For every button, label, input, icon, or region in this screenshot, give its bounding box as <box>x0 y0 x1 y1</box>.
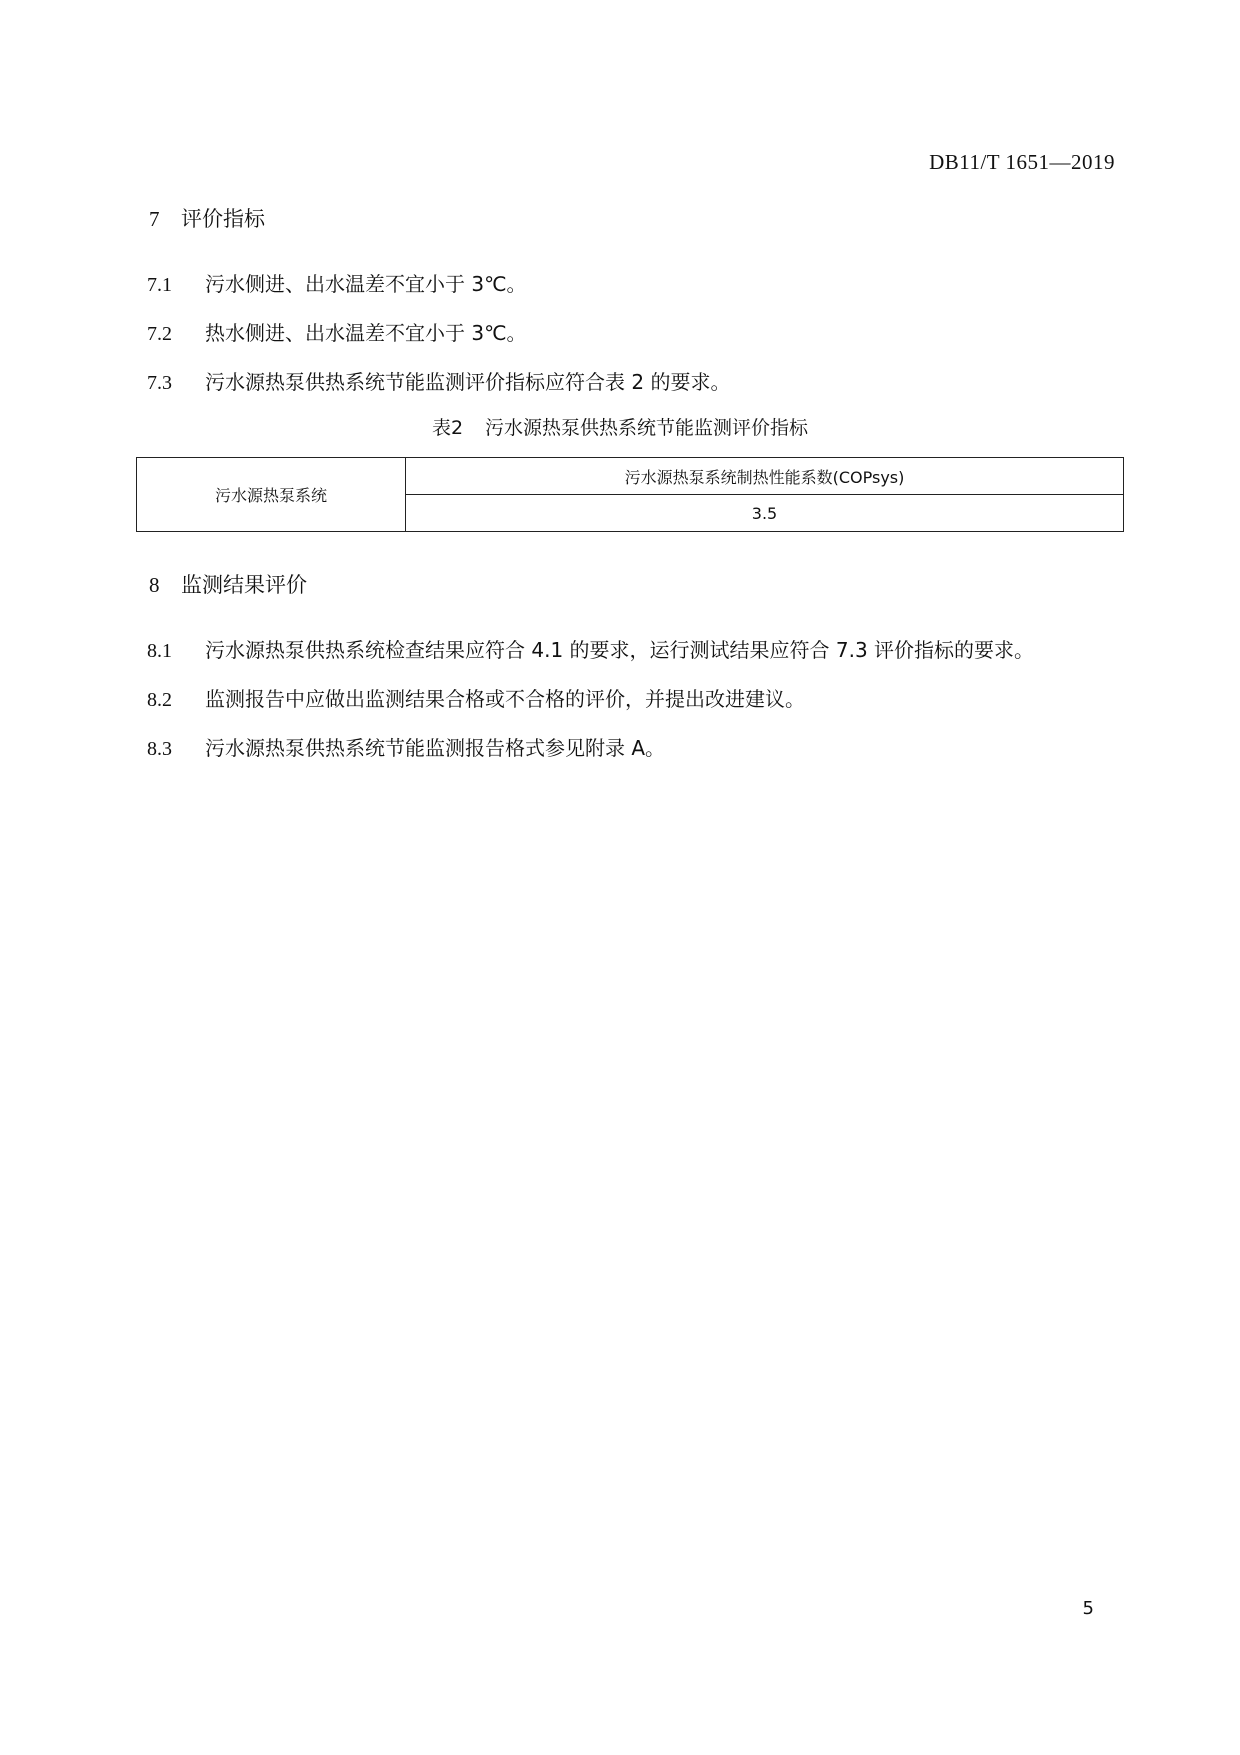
clause-text: 污水侧进、出水温差不宜小于 3℃。 <box>205 272 527 296</box>
clause-number: 7.2 <box>147 323 172 345</box>
table-caption <box>0 413 1240 440</box>
clause-text: 监测报告中应做出监测结果合格或不合格的评价，并提出改进建议。 <box>205 687 805 711</box>
clause-number: 7.3 <box>147 372 172 394</box>
section-number: 8 <box>149 573 160 597</box>
row-header-cell: 污水源热泵系统 <box>137 458 406 532</box>
clause-text: 污水源热泵供热系统节能监测评价指标应符合表 2 的要求。 <box>205 370 731 394</box>
section-number: 7 <box>149 207 160 231</box>
clause-number: 8.2 <box>147 689 172 711</box>
clause-8-2 <box>147 683 805 712</box>
table-number: 表2 <box>431 417 464 439</box>
clause-text: 污水源热泵供热系统检查结果应符合 4.1 的要求，运行测试结果应符合 7.3 评价指标的要求。 <box>205 638 1035 662</box>
clause-7-2 <box>147 317 527 346</box>
clause-7-1 <box>147 268 527 297</box>
clause-number: 8.1 <box>147 640 172 662</box>
clause-number: 7.1 <box>147 274 172 296</box>
clause-text: 污水源热泵供热系统节能监测报告格式参见附录 A。 <box>205 736 666 760</box>
section-8-heading <box>149 569 307 599</box>
table-title: 污水源热泵供热系统节能监测评价指标 <box>485 417 809 439</box>
value-cell: 3.5 <box>406 495 1124 532</box>
evaluation-index-table <box>136 457 1124 532</box>
section-7-heading <box>149 203 265 233</box>
clause-8-1 <box>147 634 1034 663</box>
clause-8-3 <box>147 732 665 761</box>
clause-number: 8.3 <box>147 738 172 760</box>
page-number: 5 <box>1082 1598 1094 1619</box>
clause-text: 热水侧进、出水温差不宜小于 3℃。 <box>205 321 527 345</box>
clause-7-3 <box>147 366 730 395</box>
column-header-cell: 污水源热泵系统制热性能系数(COPsys) <box>406 458 1124 495</box>
document-code: DB11/T 1651—2019 <box>929 150 1115 174</box>
section-title: 评价指标 <box>181 207 265 231</box>
section-title: 监测结果评价 <box>181 573 307 597</box>
